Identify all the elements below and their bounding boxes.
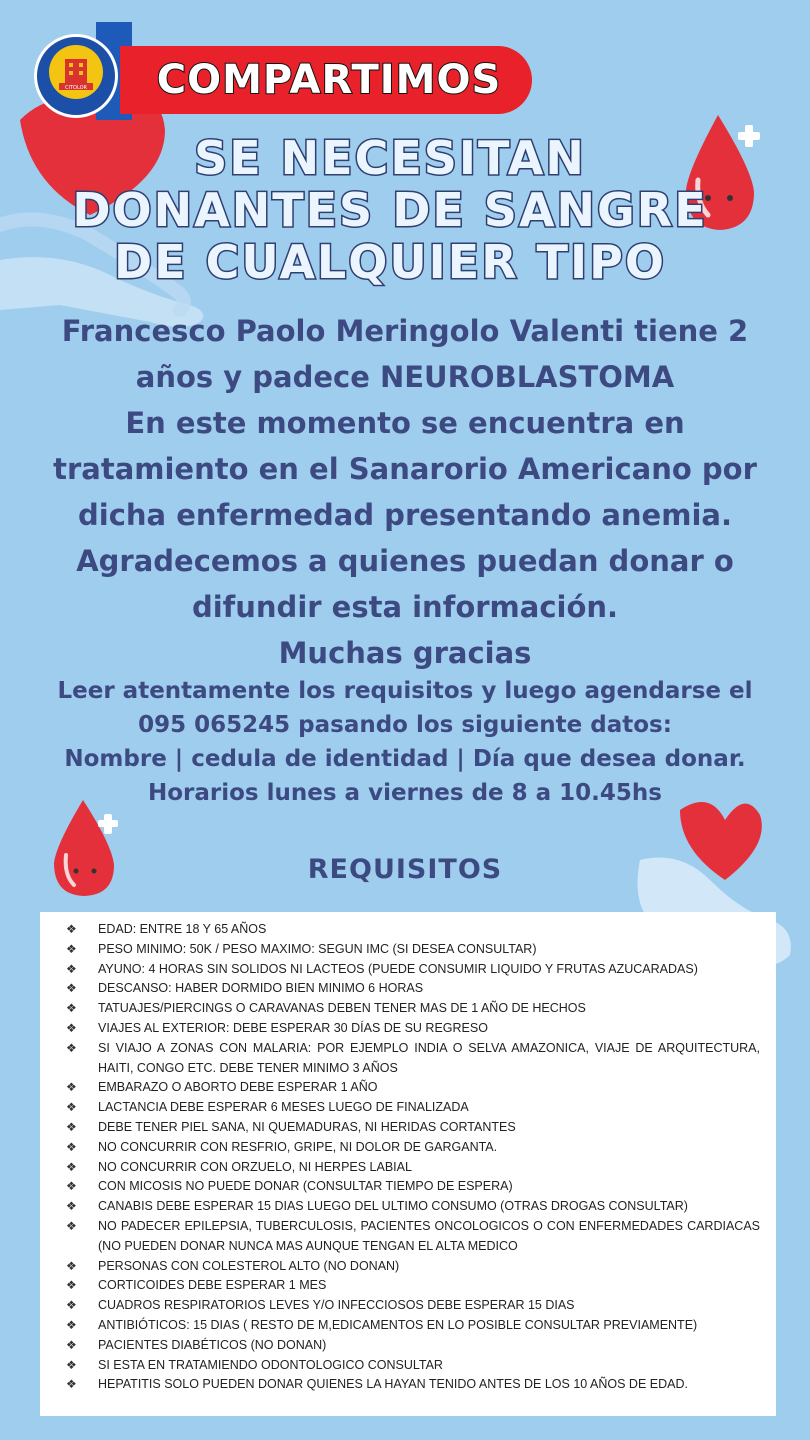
story-line-8: Muchas gracias <box>278 636 532 670</box>
requirements-list <box>62 920 760 1395</box>
diamond-bullet-icon: ❖ <box>66 961 77 976</box>
requirement-text: CUADROS RESPIRATORIOS LEVES Y/O INFECCIOSOS DEBE ESPERAR 15 DIAS <box>98 1298 575 1313</box>
logo-emblem <box>49 45 103 99</box>
diamond-bullet-icon: ❖ <box>66 1199 77 1214</box>
requirement-text: TATUAJES/PIERCINGS O CARAVANAS DEBEN TENER MAS DE 1 AÑO DE HECHOS <box>98 1001 586 1016</box>
story-line-3: En este momento se encuentra en <box>125 406 685 440</box>
headline-line-2: DONANTES DE SANGRE <box>72 183 708 237</box>
story-line-5: dicha enfermedad presentando anemia. <box>78 498 732 532</box>
requirement-item <box>62 1336 760 1356</box>
diamond-bullet-icon: ❖ <box>66 1258 77 1273</box>
requirement-item <box>62 960 760 980</box>
story-line-6: Agradecemos a quienes puedan donar o <box>76 544 734 578</box>
building-icon <box>49 45 103 99</box>
requirement-item <box>62 1197 760 1217</box>
requirement-item <box>62 1039 760 1079</box>
diamond-bullet-icon: ❖ <box>66 1001 77 1016</box>
requirement-item <box>62 1078 760 1098</box>
requirement-text: AYUNO: 4 HORAS SIN SOLIDOS NI LACTEOS (PUEDE CONSUMIR LIQUIDO Y FRUTAS AZUCARADAS) <box>98 961 698 976</box>
diamond-bullet-icon: ❖ <box>66 981 77 996</box>
story-line-7: difundir esta información. <box>191 590 619 624</box>
requirement-text: PESO MINIMO: 50K / PESO MAXIMO: SEGUN IMC (SI DESEA CONSULTAR) <box>98 941 537 956</box>
requirement-text: NO CONCURRIR CON ORZUELO, NI HERPES LABIAL <box>98 1159 412 1174</box>
requirement-text: DESCANSO: HABER DORMIDO BIEN MINIMO 6 HORAS <box>98 981 424 996</box>
requirement-item <box>62 1158 760 1178</box>
requirement-item <box>62 1316 760 1336</box>
headline <box>60 132 720 288</box>
diamond-bullet-icon: ❖ <box>66 1377 77 1392</box>
organization-logo <box>34 34 118 118</box>
instructions-line-4: Horarios lunes a viernes de 8 a 10.45hs <box>147 780 662 806</box>
requirement-text: EDAD: ENTRE 18 Y 65 AÑOS <box>98 922 267 936</box>
diamond-bullet-icon: ❖ <box>66 1317 77 1332</box>
story-text <box>30 308 780 676</box>
logo-text: CITOLOR <box>65 85 87 91</box>
banner-label: COMPARTIMOS <box>156 57 502 103</box>
requirement-item <box>62 979 760 999</box>
requirement-text: CORTICOIDES DEBE ESPERAR 1 MES <box>98 1278 327 1293</box>
requirement-text: SI VIAJO A ZONAS CON MALARIA: POR EJEMPLO INDIA O SELVA AMAZONICA, VIAJE DE ARQUITECTURA, HAITI, CONGO ETC. DEBE TENER MINIMO 3 AÑOS <box>98 1040 760 1075</box>
diamond-bullet-icon: ❖ <box>66 1179 77 1194</box>
diamond-bullet-icon: ❖ <box>66 922 77 936</box>
headline-line-3: DE CUALQUIER TIPO <box>114 235 666 289</box>
story-line-1: Francesco Paolo Meringolo Valenti tiene 2 <box>61 314 749 348</box>
diamond-bullet-icon: ❖ <box>66 1100 77 1115</box>
requirement-text: CON MICOSIS NO PUEDE DONAR (CONSULTAR TIEMPO DE ESPERA) <box>98 1179 513 1194</box>
requirement-text: LACTANCIA DEBE ESPERAR 6 MESES LUEGO DE FINALIZADA <box>98 1100 469 1115</box>
requirement-text: EMBARAZO O ABORTO DEBE ESPERAR 1 AÑO <box>98 1080 378 1095</box>
requirement-item <box>62 999 760 1019</box>
requirement-text: ANTIBIÓTICOS: 15 DIAS ( RESTO DE M,EDICAMENTOS EN LO POSIBLE CONSULTAR PREVIAMENTE) <box>98 1317 698 1332</box>
requirements-box <box>40 912 776 1416</box>
diamond-bullet-icon: ❖ <box>66 1298 77 1313</box>
requirement-text: DEBE TENER PIEL SANA, NI QUEMADURAS, NI HERIDAS CORTANTES <box>98 1119 516 1134</box>
requirement-item <box>62 1375 760 1395</box>
requirement-text: NO CONCURRIR CON RESFRIO, GRIPE, NI DOLOR DE GARGANTA. <box>98 1139 498 1154</box>
requirement-text: PERSONAS CON COLESTEROL ALTO (NO DONAN) <box>98 1258 400 1273</box>
requirement-item <box>62 1296 760 1316</box>
requirement-item <box>62 1276 760 1296</box>
diamond-bullet-icon: ❖ <box>66 1337 77 1352</box>
diamond-bullet-icon: ❖ <box>66 1278 77 1293</box>
diamond-bullet-icon: ❖ <box>66 1159 77 1174</box>
diamond-bullet-icon: ❖ <box>66 1139 77 1154</box>
requirement-text: VIAJES AL EXTERIOR: DEBE ESPERAR 30 DÍAS DE SU REGRESO <box>98 1020 488 1035</box>
headline-line-1: SE NECESITAN <box>194 131 586 185</box>
story-line-2: años y padece NEUROBLASTOMA <box>135 360 675 394</box>
requirement-text: NO PADECER EPILEPSIA, TUBERCULOSIS, PACIENTES ONCOLOGICOS O CON ENFERMEDADES CARDIACAS (NO PUEDEN DONAR NUNCA MAS AUNQUE TENGAN EL ALTA MEDICO <box>98 1218 760 1253</box>
diamond-bullet-icon: ❖ <box>66 1040 77 1055</box>
requirement-item <box>62 1217 760 1257</box>
diamond-bullet-icon: ❖ <box>66 1080 77 1095</box>
instructions-line-1: Leer atentamente los requisitos y luego agendarse el <box>57 678 753 704</box>
requirement-text: PACIENTES DIABÉTICOS (NO DONAN) <box>98 1337 327 1352</box>
diamond-bullet-icon: ❖ <box>66 1119 77 1134</box>
requirements-title: REQUISITOS <box>307 854 503 885</box>
instructions-line-2: 095 065245 pasando los siguiente datos: <box>138 712 672 738</box>
requirement-item <box>62 940 760 960</box>
requirement-item <box>62 1356 760 1376</box>
requirement-item <box>62 1019 760 1039</box>
diamond-bullet-icon: ❖ <box>66 941 77 956</box>
requirement-item <box>62 1138 760 1158</box>
requirement-item <box>62 920 760 940</box>
requirement-text: HEPATITIS SOLO PUEDEN DONAR QUIENES LA HAYAN TENIDO ANTES DE LOS 10 AÑOS DE EDAD. <box>98 1377 688 1392</box>
instructions-text <box>30 674 780 810</box>
instructions-line-3: Nombre | cedula de identidad | Día que desea donar. <box>64 746 746 772</box>
diamond-bullet-icon: ❖ <box>66 1218 77 1233</box>
requirement-text: SI ESTA EN TRATAMIENDO ODONTOLOGICO CONSULTAR <box>98 1357 443 1372</box>
story-line-4: tratamiento en el Sanarorio Americano por <box>53 452 757 486</box>
blood-drop-icon-bottom <box>48 795 128 900</box>
requirement-text: CANABIS DEBE ESPERAR 15 DIAS LUEGO DEL ULTIMO CONSUMO (OTRAS DROGAS CONSULTAR) <box>98 1199 688 1214</box>
diamond-bullet-icon: ❖ <box>66 1020 77 1035</box>
requirement-item <box>62 1257 760 1277</box>
requirement-item <box>62 1098 760 1118</box>
diamond-bullet-icon: ❖ <box>66 1357 77 1372</box>
requirement-item <box>62 1118 760 1138</box>
requirement-item <box>62 1177 760 1197</box>
